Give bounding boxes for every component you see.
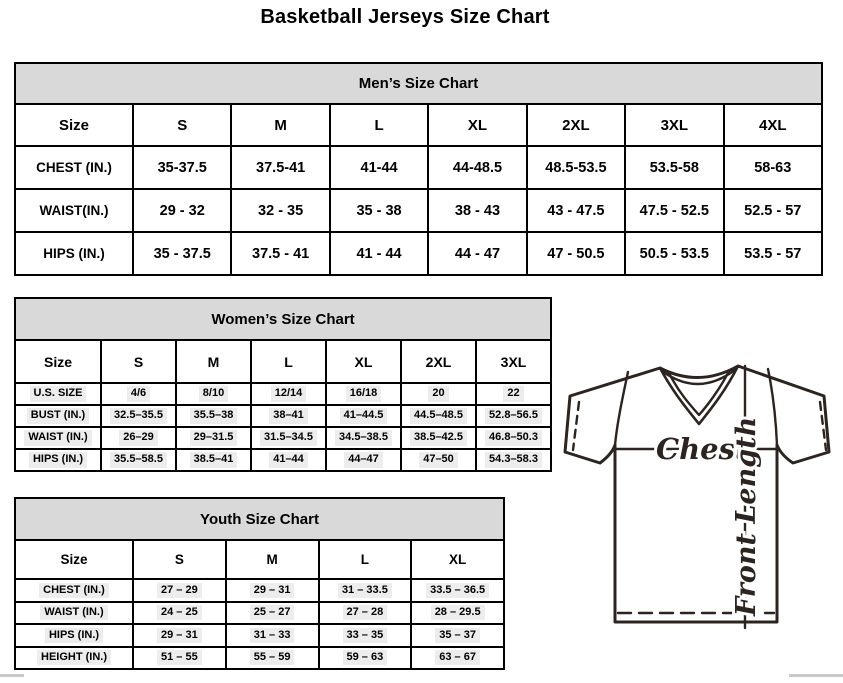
- table-cell: [133, 647, 226, 670]
- scrollbar-fragment-left: [0, 674, 24, 677]
- table-cell: 47.5 - 52.5: [625, 189, 723, 232]
- table-row: [15, 146, 822, 189]
- column-header: S: [133, 540, 226, 579]
- table-cell: [176, 405, 251, 427]
- table-cell: 35-37.5: [133, 146, 231, 189]
- table-row: [15, 449, 551, 471]
- row-label: [15, 383, 101, 405]
- table-cell: [101, 405, 176, 427]
- row-label: [15, 579, 133, 602]
- cell-value: 38–41: [269, 408, 308, 423]
- youth-table-header: [15, 498, 504, 540]
- column-header: M: [226, 540, 319, 579]
- column-header: XL: [326, 340, 401, 383]
- cell-value: 41–44.5: [340, 408, 388, 423]
- table-row: [15, 427, 551, 449]
- table-cell: [326, 449, 401, 471]
- column-header: 4XL: [724, 104, 822, 146]
- cell-value: 31 – 33: [250, 628, 295, 643]
- womens-table-header: [15, 298, 551, 340]
- table-cell: [101, 383, 176, 405]
- cell-value: HIPS (IN.): [45, 628, 103, 643]
- table-cell: [476, 427, 551, 449]
- column-header: 3XL: [476, 340, 551, 383]
- cell-value: 24 – 25: [157, 605, 202, 620]
- table-cell: [251, 449, 326, 471]
- table-cell: [251, 427, 326, 449]
- table-cell: [401, 449, 476, 471]
- cell-value: U.S. SIZE: [30, 386, 87, 401]
- table-cell: [176, 383, 251, 405]
- cell-value: 44.5–48.5: [410, 408, 467, 423]
- table-cell: 53.5-58: [625, 146, 723, 189]
- row-label: CHEST (IN.): [15, 146, 133, 189]
- table-cell: 44-48.5: [428, 146, 526, 189]
- cell-value: CHEST (IN.): [39, 583, 109, 598]
- table-cell: 44 - 47: [428, 232, 526, 275]
- table-cell: 29 - 32: [133, 189, 231, 232]
- row-label: WAIST(IN.): [15, 189, 133, 232]
- table-cell: 52.5 - 57: [724, 189, 822, 232]
- cell-value: 44–47: [344, 452, 383, 467]
- table-cell: 35 - 38: [330, 189, 428, 232]
- table-cell: [176, 427, 251, 449]
- table-cell: [326, 427, 401, 449]
- mens-table-header: [15, 63, 822, 104]
- table-cell: [411, 579, 504, 602]
- column-header: 3XL: [625, 104, 723, 146]
- table-cell: [101, 427, 176, 449]
- table-cell: [226, 579, 319, 602]
- row-label: [15, 647, 133, 670]
- cell-value: HEIGHT (IN.): [37, 650, 111, 665]
- table-cell: 47 - 50.5: [527, 232, 625, 275]
- row-label: [15, 624, 133, 647]
- womens-table-title: Women’s Size Chart: [15, 298, 551, 340]
- cell-value: 16/18: [346, 386, 382, 401]
- cell-value: 46.8–50.3: [485, 430, 542, 445]
- cell-value: 26–29: [119, 430, 158, 445]
- table-row: [15, 647, 504, 670]
- cell-value: 27 – 28: [343, 605, 388, 620]
- table-cell: [411, 624, 504, 647]
- cell-value: 41–44: [269, 452, 308, 467]
- front-length-label: Front Length: [731, 416, 762, 616]
- column-header: 2XL: [401, 340, 476, 383]
- table-cell: [411, 647, 504, 670]
- cell-value: 33.5 – 36.5: [426, 583, 489, 598]
- column-header: Size: [15, 540, 133, 579]
- cell-value: 4/6: [127, 386, 150, 401]
- table-cell: 41 - 44: [330, 232, 428, 275]
- table-cell: [133, 579, 226, 602]
- table-cell: 37.5 - 41: [231, 232, 329, 275]
- table-cell: 43 - 47.5: [527, 189, 625, 232]
- table-cell: [319, 624, 412, 647]
- cell-value: 52.8–56.5: [485, 408, 542, 423]
- table-cell: [133, 602, 226, 625]
- cell-value: 27 – 29: [157, 583, 202, 598]
- mens-size-table: [14, 62, 823, 276]
- cell-value: 34.5–38.5: [335, 430, 392, 445]
- cell-value: 29 – 31: [157, 628, 202, 643]
- table-cell: [133, 624, 226, 647]
- column-header: S: [133, 104, 231, 146]
- column-header: M: [176, 340, 251, 383]
- table-cell: 37.5-41: [231, 146, 329, 189]
- cell-value: 59 – 63: [343, 650, 388, 665]
- cell-value: 35.5–38: [190, 408, 238, 423]
- jersey-outline: [565, 366, 829, 622]
- table-cell: [251, 405, 326, 427]
- column-header: S: [101, 340, 176, 383]
- table-cell: [326, 383, 401, 405]
- table-cell: [476, 449, 551, 471]
- table-cell: [401, 405, 476, 427]
- row-label: [15, 602, 133, 625]
- table-cell: [401, 427, 476, 449]
- table-cell: [226, 624, 319, 647]
- cell-value: 35.5–58.5: [110, 452, 167, 467]
- table-row: [15, 405, 551, 427]
- column-header: M: [231, 104, 329, 146]
- column-header: XL: [411, 540, 504, 579]
- table-row: [15, 189, 822, 232]
- cell-value: 8/10: [199, 386, 228, 401]
- table-cell: [251, 383, 326, 405]
- table-row: [15, 232, 822, 275]
- row-label: HIPS (IN.): [15, 232, 133, 275]
- mens-table-title: Men’s Size Chart: [15, 63, 822, 104]
- column-header: XL: [428, 104, 526, 146]
- cell-value: 51 – 55: [157, 650, 202, 665]
- table-cell: [401, 383, 476, 405]
- row-label: [15, 405, 101, 427]
- cell-value: 32.5–35.5: [110, 408, 167, 423]
- cell-value: 63 – 67: [435, 650, 480, 665]
- table-cell: 58-63: [724, 146, 822, 189]
- row-label: [15, 449, 101, 471]
- table-cell: [176, 449, 251, 471]
- cell-value: 12/14: [271, 386, 307, 401]
- chest-label: Chest: [656, 432, 749, 466]
- cell-value: 35 – 37: [435, 628, 480, 643]
- table-cell: 32 - 35: [231, 189, 329, 232]
- cell-value: 28 – 29.5: [431, 605, 485, 620]
- table-cell: [411, 602, 504, 625]
- cell-value: 22: [503, 386, 523, 401]
- table-cell: [319, 602, 412, 625]
- table-cell: [226, 647, 319, 670]
- youth-column-header-row: [15, 540, 504, 579]
- table-cell: 53.5 - 57: [724, 232, 822, 275]
- cell-value: 20: [428, 386, 448, 401]
- cell-value: 47–50: [419, 452, 458, 467]
- cell-value: 54.3–58.3: [485, 452, 542, 467]
- mens-column-header-row: [15, 104, 822, 146]
- table-row: [15, 383, 551, 405]
- row-label: [15, 427, 101, 449]
- table-cell: [101, 449, 176, 471]
- column-header: L: [330, 104, 428, 146]
- table-cell: [319, 579, 412, 602]
- womens-size-table: [14, 297, 552, 472]
- page-title: Basketball Jerseys Size Chart: [260, 6, 550, 28]
- cell-value: HIPS (IN.): [29, 452, 87, 467]
- table-row: [15, 602, 504, 625]
- table-cell: 38 - 43: [428, 189, 526, 232]
- table-cell: [476, 405, 551, 427]
- youth-table-title: Youth Size Chart: [15, 498, 504, 540]
- jersey-diagram: [560, 358, 840, 678]
- column-header: L: [251, 340, 326, 383]
- womens-column-header-row: [15, 340, 551, 383]
- table-cell: [476, 383, 551, 405]
- column-header: Size: [15, 104, 133, 146]
- cell-value: 33 – 35: [343, 628, 388, 643]
- table-row: [15, 579, 504, 602]
- cell-value: WAIST (IN.): [40, 605, 107, 620]
- column-header: Size: [15, 340, 101, 383]
- cell-value: 38.5–41: [190, 452, 238, 467]
- column-header: L: [319, 540, 412, 579]
- table-cell: [319, 647, 412, 670]
- table-cell: 50.5 - 53.5: [625, 232, 723, 275]
- cell-value: 31.5–34.5: [260, 430, 317, 445]
- table-cell: 35 - 37.5: [133, 232, 231, 275]
- cell-value: 29 – 31: [250, 583, 295, 598]
- cell-value: BUST (IN.): [27, 408, 89, 423]
- cell-value: 38.5–42.5: [410, 430, 467, 445]
- column-header: 2XL: [527, 104, 625, 146]
- table-row: [15, 624, 504, 647]
- table-cell: [326, 405, 401, 427]
- cell-value: WAIST (IN.): [24, 430, 91, 445]
- cell-value: 29–31.5: [190, 430, 238, 445]
- table-cell: 41-44: [330, 146, 428, 189]
- cell-value: 31 – 33.5: [338, 583, 392, 598]
- cell-value: 55 – 59: [250, 650, 295, 665]
- youth-size-table: [14, 497, 505, 670]
- scrollbar-fragment-right: [789, 674, 843, 677]
- cell-value: 25 – 27: [250, 605, 295, 620]
- table-cell: [226, 602, 319, 625]
- table-cell: 48.5-53.5: [527, 146, 625, 189]
